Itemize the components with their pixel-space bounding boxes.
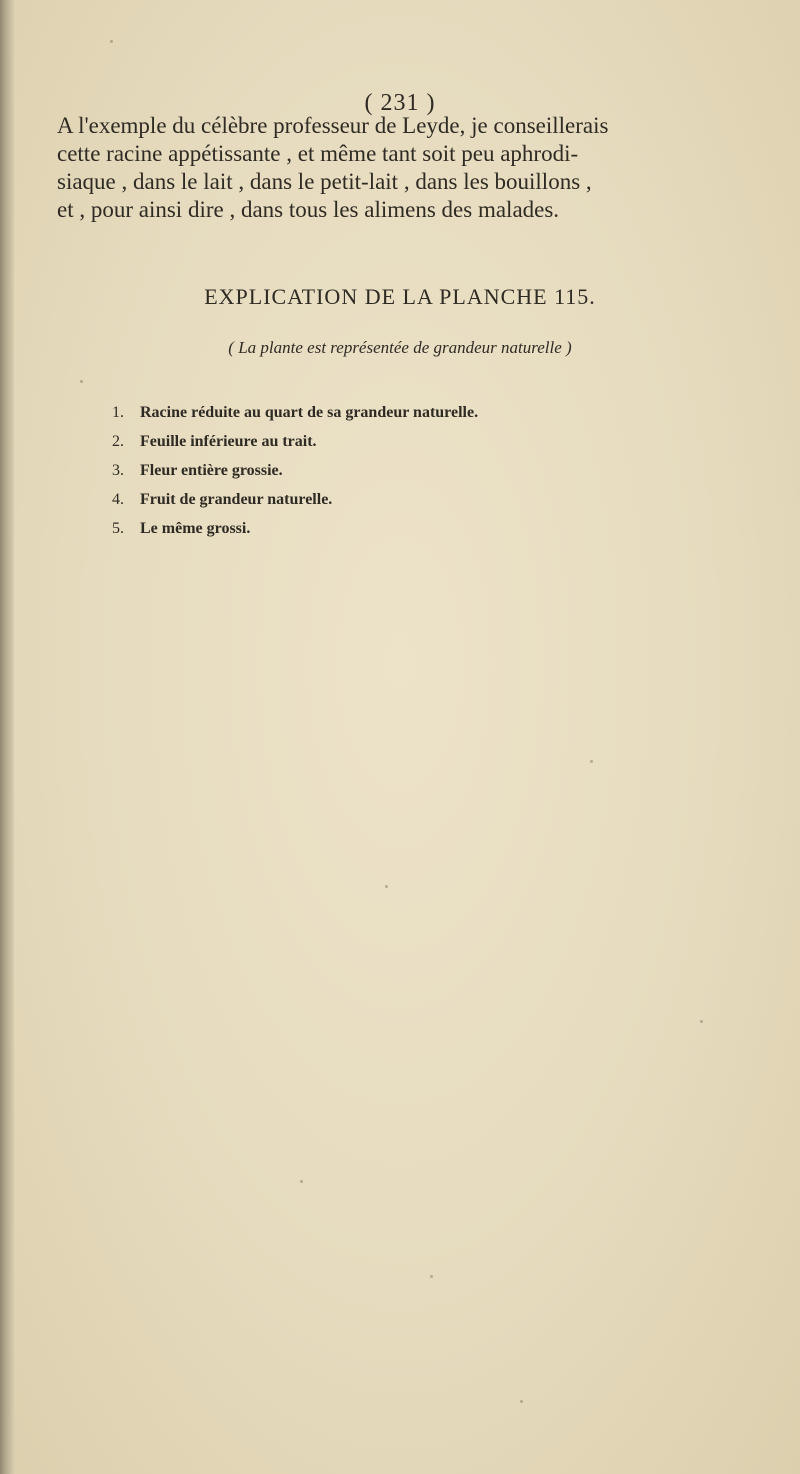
paper-speck [300, 1180, 303, 1183]
legend-item-text: Feuille inférieure au trait. [140, 433, 317, 450]
paper-speck [430, 1275, 433, 1278]
legend-item-text: Fleur entière grossie. [140, 462, 283, 479]
plate-title: EXPLICATION DE LA PLANCHE 115. [204, 284, 596, 309]
legend-item-number: 1. [112, 404, 124, 421]
legend-item [112, 427, 712, 456]
legend-item [112, 398, 712, 427]
paper-speck [385, 885, 388, 888]
paragraph-line: et , pour ainsi dire , dans tous les alimens des malades. [57, 197, 560, 222]
body-paragraph [57, 112, 769, 224]
page-spine-shadow [0, 0, 14, 1474]
legend-item [112, 456, 712, 485]
paper-speck [700, 1020, 703, 1023]
legend-item-number: 4. [112, 491, 124, 508]
paper-speck [110, 40, 113, 43]
paragraph-line: cette racine appétissante , et même tant soit peu aphrodi- [57, 141, 579, 166]
paper-speck [590, 760, 593, 763]
page-number: ( 231 ) [364, 90, 436, 116]
legend-item [112, 485, 712, 514]
plate-legend [112, 398, 712, 543]
paper-speck [80, 380, 83, 383]
plate-subtitle: ( La plante est représentée de grandeur naturelle ) [228, 338, 572, 357]
legend-item-number: 5. [112, 520, 124, 537]
legend-item-text: Fruit de grandeur naturelle. [140, 491, 333, 508]
legend-item-number: 2. [112, 433, 124, 450]
legend-item [112, 514, 712, 543]
paragraph-line: siaque , dans le lait , dans le petit-lait , dans les bouillons , [57, 169, 592, 194]
legend-item-text: Racine réduite au quart de sa grandeur naturelle. [140, 404, 479, 421]
paper-speck [520, 1400, 523, 1403]
paragraph-line: A l'exemple du célèbre professeur de Leyde, je conseillerais [57, 113, 609, 138]
legend-item-number: 3. [112, 462, 124, 479]
legend-item-text: Le même grossi. [140, 520, 251, 537]
